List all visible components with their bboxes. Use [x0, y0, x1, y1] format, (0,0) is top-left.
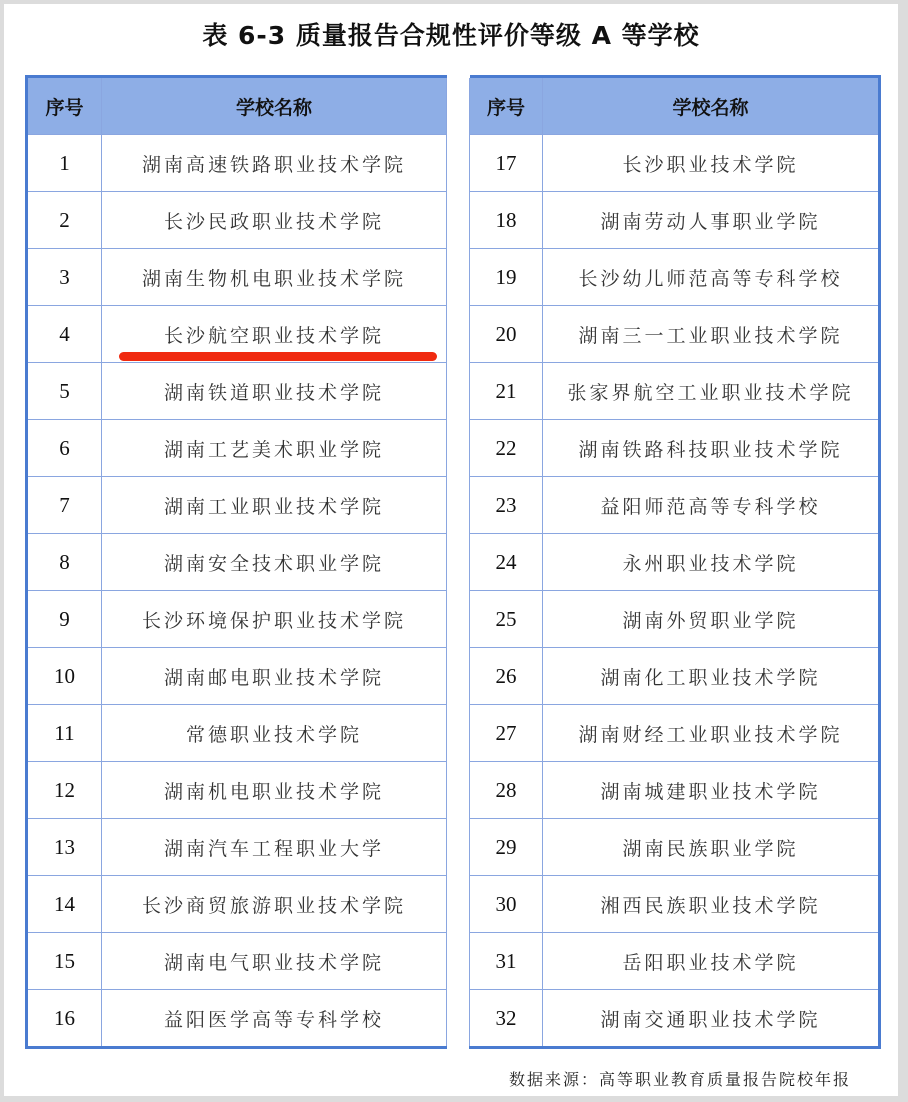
column-gap	[447, 762, 470, 819]
table-row	[27, 705, 880, 762]
grade-a-schools-table	[25, 75, 881, 1049]
school-name-right: 永州职业技术学院	[543, 534, 880, 591]
table-row	[27, 819, 880, 876]
row-index-right: 24	[470, 534, 543, 591]
school-name-right: 湖南外贸职业学院	[543, 591, 880, 648]
school-name-left: 湖南汽车工程职业大学	[102, 819, 447, 876]
school-name-right: 湖南劳动人事职业学院	[543, 192, 880, 249]
row-index-left: 4	[27, 306, 102, 363]
column-gap	[447, 534, 470, 591]
table-row	[27, 135, 880, 192]
row-index-left: 11	[27, 705, 102, 762]
column-gap	[447, 705, 470, 762]
row-index-left: 10	[27, 648, 102, 705]
header-index-right: 序号	[470, 77, 543, 135]
table-header-row	[27, 77, 880, 135]
column-gap	[447, 420, 470, 477]
table-row	[27, 762, 880, 819]
row-index-left: 9	[27, 591, 102, 648]
row-index-right: 17	[470, 135, 543, 192]
row-index-right: 22	[470, 420, 543, 477]
table-row	[27, 648, 880, 705]
row-index-right: 19	[470, 249, 543, 306]
school-name-left: 长沙航空职业技术学院	[102, 306, 447, 363]
document-page	[4, 4, 898, 1096]
column-gap	[447, 648, 470, 705]
table-row	[27, 591, 880, 648]
column-gap	[447, 591, 470, 648]
school-name-left: 益阳医学高等专科学校	[102, 990, 447, 1048]
row-index-right: 28	[470, 762, 543, 819]
school-name-right: 长沙职业技术学院	[543, 135, 880, 192]
row-index-left: 12	[27, 762, 102, 819]
table-title: 表 6-3 质量报告合规性评价等级 A 等学校	[202, 21, 700, 50]
row-index-left: 16	[27, 990, 102, 1048]
school-name-left: 湖南安全技术职业学院	[102, 534, 447, 591]
school-name-left: 湖南工艺美术职业学院	[102, 420, 447, 477]
column-gap	[447, 477, 470, 534]
table-row	[27, 477, 880, 534]
column-gap	[447, 249, 470, 306]
school-name-left: 湖南电气职业技术学院	[102, 933, 447, 990]
school-name-left: 湖南工业职业技术学院	[102, 477, 447, 534]
row-index-left: 7	[27, 477, 102, 534]
row-index-right: 27	[470, 705, 543, 762]
header-index-left: 序号	[27, 77, 102, 135]
school-name-left: 长沙环境保护职业技术学院	[102, 591, 447, 648]
header-school-name-left: 学校名称	[102, 77, 447, 135]
table-row	[27, 363, 880, 420]
school-name-right: 益阳师范高等专科学校	[543, 477, 880, 534]
school-name-left: 长沙民政职业技术学院	[102, 192, 447, 249]
school-name-right: 岳阳职业技术学院	[543, 933, 880, 990]
school-name-left: 湖南铁道职业技术学院	[102, 363, 447, 420]
row-index-right: 18	[470, 192, 543, 249]
column-gap	[447, 363, 470, 420]
column-gap	[447, 990, 470, 1048]
school-name-left: 湖南机电职业技术学院	[102, 762, 447, 819]
school-name-right: 湖南民族职业学院	[543, 819, 880, 876]
row-index-right: 21	[470, 363, 543, 420]
school-name-left: 常德职业技术学院	[102, 705, 447, 762]
school-name-left: 湖南邮电职业技术学院	[102, 648, 447, 705]
column-gap	[447, 876, 470, 933]
row-index-right: 23	[470, 477, 543, 534]
school-name-right: 湘西民族职业技术学院	[543, 876, 880, 933]
table-row	[27, 249, 880, 306]
school-name-right: 湖南城建职业技术学院	[543, 762, 880, 819]
school-name-right: 湖南交通职业技术学院	[543, 990, 880, 1048]
red-highlight-underline	[119, 352, 437, 361]
table-row	[27, 192, 880, 249]
row-index-left: 5	[27, 363, 102, 420]
school-name-right: 长沙幼儿师范高等专科学校	[543, 249, 880, 306]
column-gap	[447, 192, 470, 249]
column-gap	[447, 77, 470, 135]
row-index-right: 32	[470, 990, 543, 1048]
school-name-right: 张家界航空工业职业技术学院	[543, 363, 880, 420]
row-index-left: 13	[27, 819, 102, 876]
school-name-right: 湖南化工职业技术学院	[543, 648, 880, 705]
data-source-note: 数据来源：高等职业教育质量报告院校年报	[508, 1070, 851, 1089]
row-index-left: 14	[27, 876, 102, 933]
school-name-right: 湖南铁路科技职业技术学院	[543, 420, 880, 477]
row-index-left: 15	[27, 933, 102, 990]
row-index-left: 8	[27, 534, 102, 591]
school-name-left: 长沙商贸旅游职业技术学院	[102, 876, 447, 933]
row-index-left: 6	[27, 420, 102, 477]
row-index-right: 26	[470, 648, 543, 705]
column-gap	[447, 135, 470, 192]
row-index-left: 3	[27, 249, 102, 306]
column-gap	[447, 306, 470, 363]
table-row	[27, 990, 880, 1048]
row-index-right: 30	[470, 876, 543, 933]
row-index-right: 31	[470, 933, 543, 990]
table-row	[27, 420, 880, 477]
school-name-right: 湖南财经工业职业技术学院	[543, 705, 880, 762]
school-name-left: 湖南生物机电职业技术学院	[102, 249, 447, 306]
school-name-right: 湖南三一工业职业技术学院	[543, 306, 880, 363]
header-school-name-right: 学校名称	[543, 77, 880, 135]
column-gap	[447, 933, 470, 990]
row-index-right: 29	[470, 819, 543, 876]
table-body	[27, 135, 880, 1048]
table-row	[27, 933, 880, 990]
row-index-right: 20	[470, 306, 543, 363]
row-index-left: 1	[27, 135, 102, 192]
table-row	[27, 534, 880, 591]
row-index-right: 25	[470, 591, 543, 648]
school-name-left: 湖南高速铁路职业技术学院	[102, 135, 447, 192]
row-index-left: 2	[27, 192, 102, 249]
column-gap	[447, 819, 470, 876]
grade-a-table-wrapper	[25, 75, 878, 1052]
table-row	[27, 876, 880, 933]
